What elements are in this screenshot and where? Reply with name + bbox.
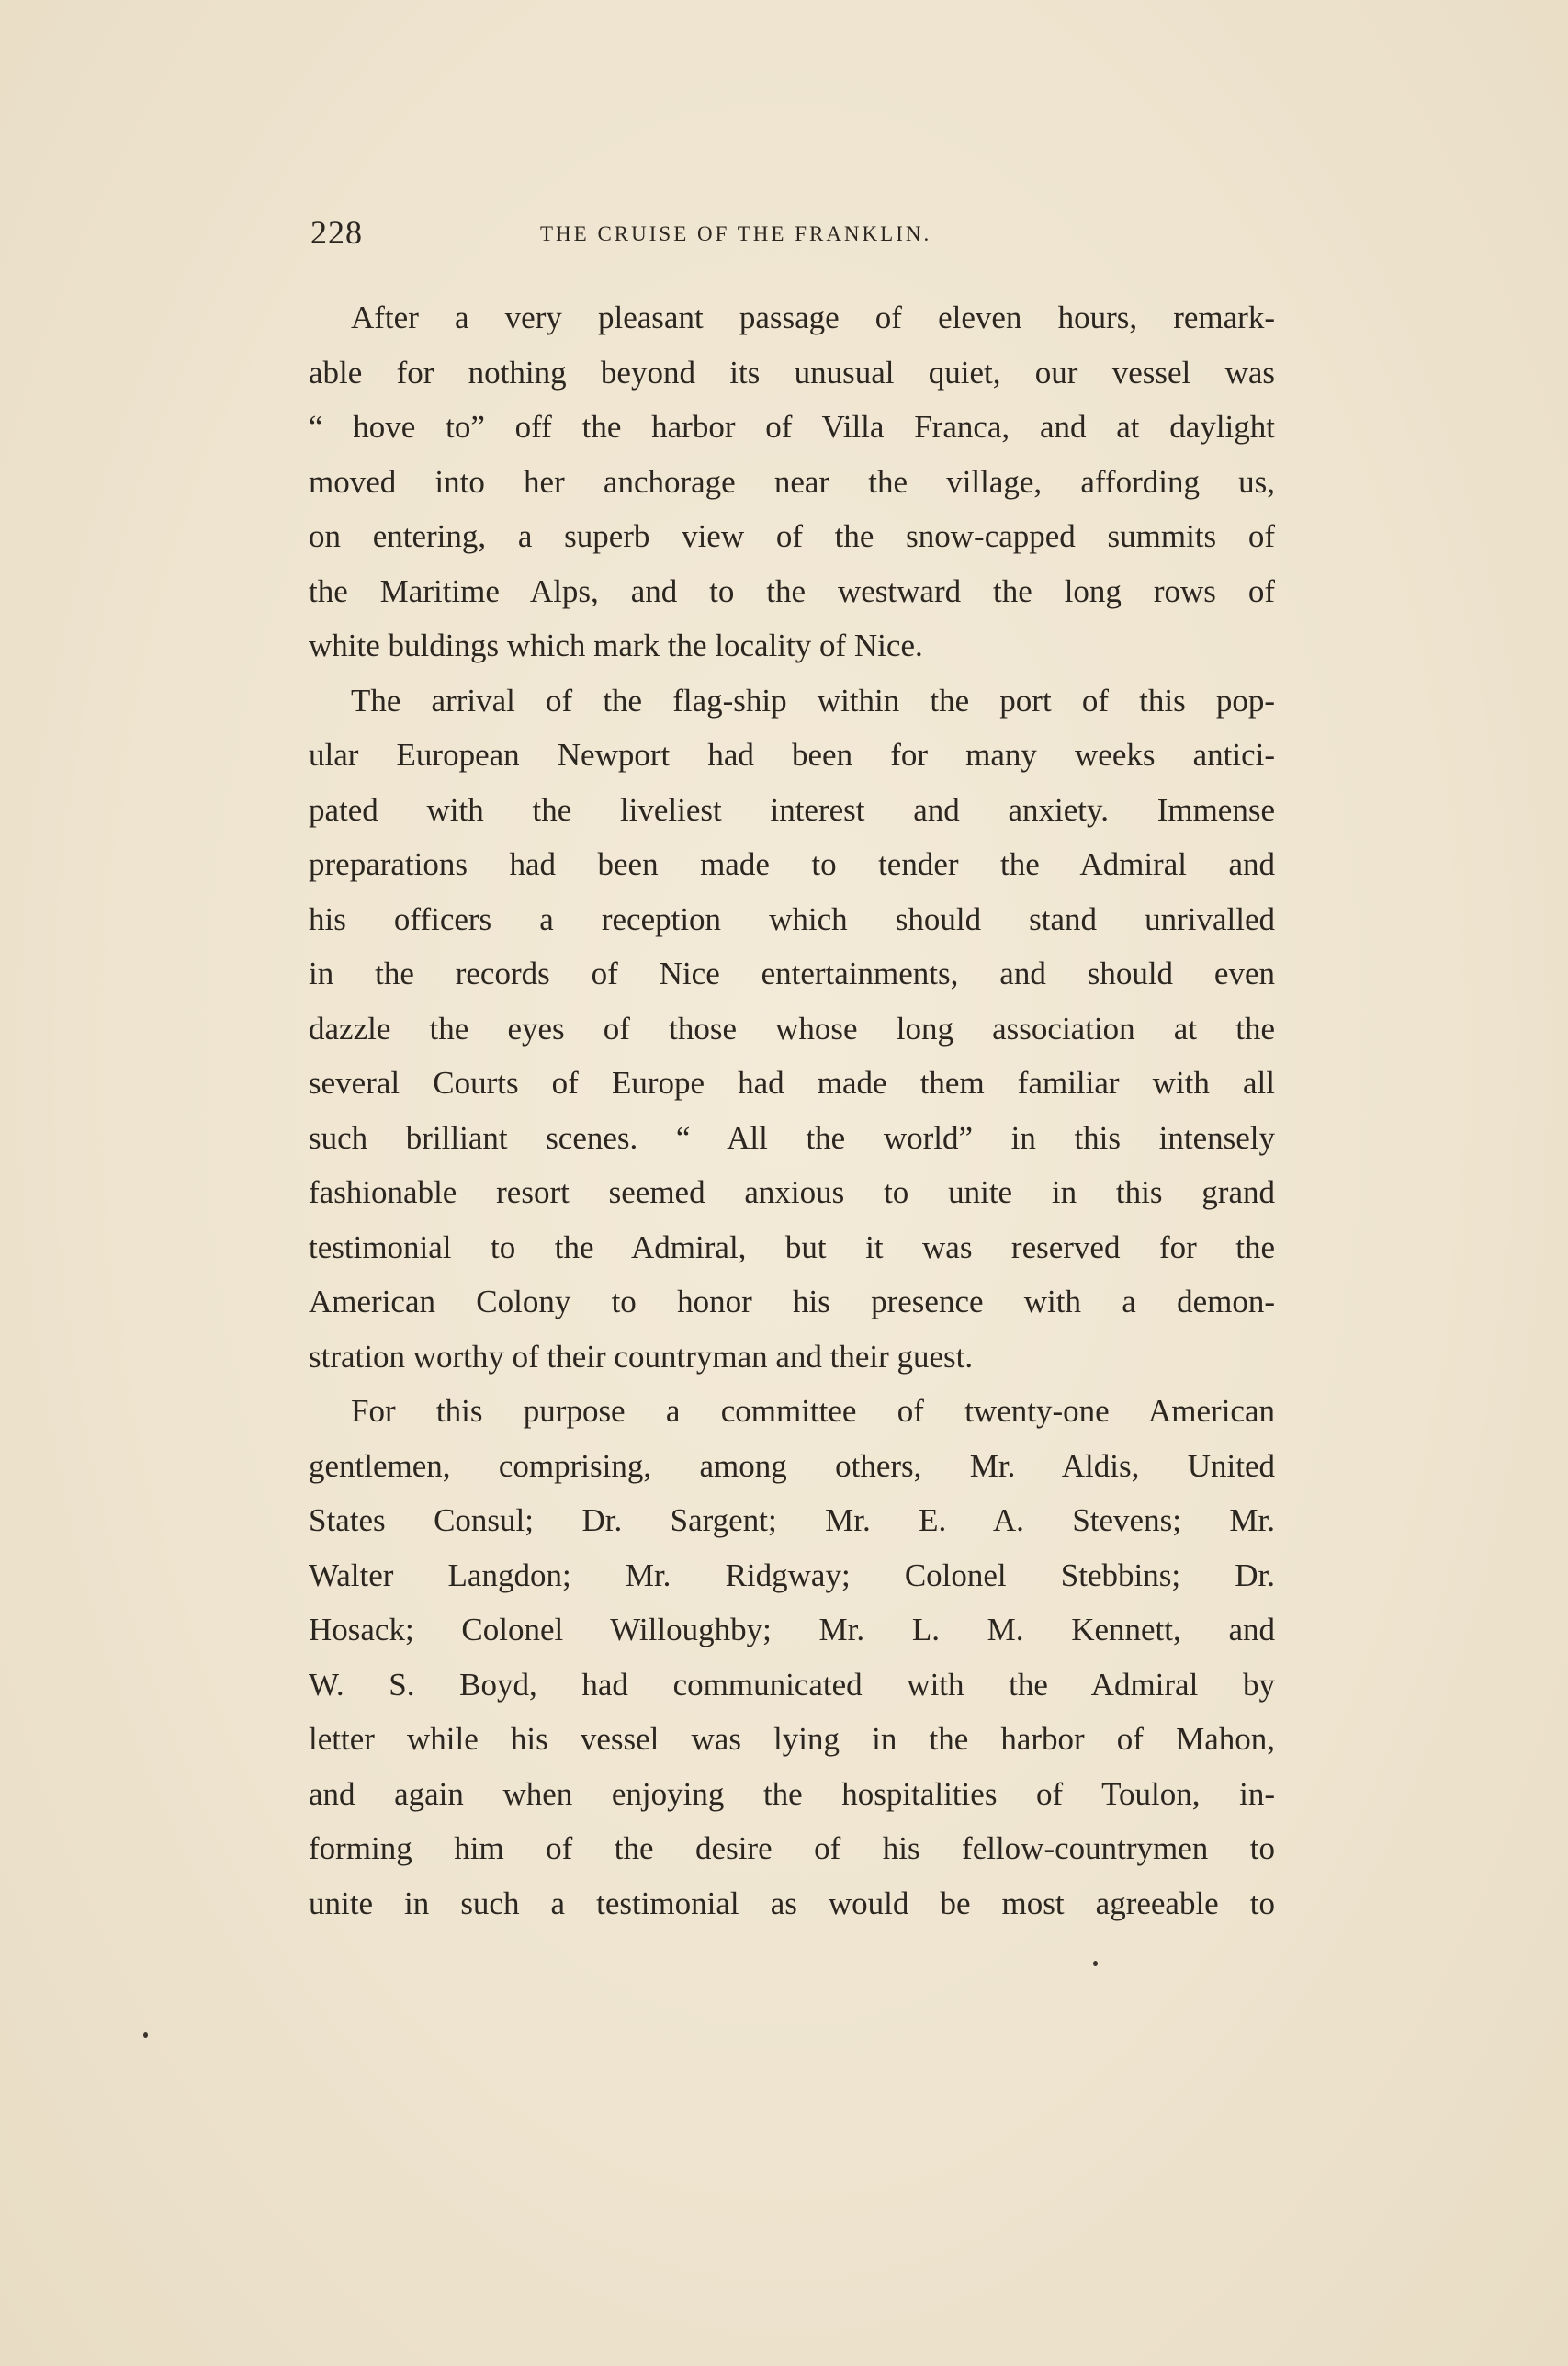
text-line: American Colony to honor his presence with a demon- <box>309 1284 1275 1319</box>
text-line: “ hove to” off the harbor of Villa Franca, and at daylight <box>309 409 1275 445</box>
text-line: pated with the liveliest interest and anxiety. Immense <box>309 791 1275 828</box>
text-line: testimonial to the Admiral, but it was reserved for the <box>309 1228 1275 1265</box>
text-line: letter while his vessel was lying in the harbor of Mahon, <box>309 1721 1275 1757</box>
text-line: unite in such a testimonial as would be most agreeable to <box>309 1885 1275 1921</box>
text-line: such brilliant scenes. “ All the world” in this intensely <box>309 1119 1275 1156</box>
text-line: forming him of the desire of his fellow-countrymen to <box>309 1830 1275 1866</box>
paper-speck <box>1093 1961 1098 1966</box>
text-line: ular European Newport had been for many weeks antici- <box>309 737 1275 773</box>
text-line: and again when enjoying the hospitalities of Toulon, in- <box>309 1775 1275 1812</box>
page-number: 228 <box>310 214 363 251</box>
text-line: gentlemen, comprising, among others, Mr. Aldis, United <box>309 1447 1275 1484</box>
body-text <box>309 290 1275 1930</box>
text-line: the Maritime Alps, and to the westward the long rows of <box>309 572 1275 609</box>
text-line: in the records of Nice entertainments, and should even <box>309 956 1275 991</box>
page-header <box>310 213 1275 259</box>
running-title: THE CRUISE OF THE FRANKLIN. <box>540 222 932 245</box>
text-line: fashionable resort seemed anxious to unite in this grand <box>309 1174 1275 1210</box>
text-line: After a very pleasant passage of eleven hours, remark- <box>351 300 1275 335</box>
text-line: moved into her anchorage near the village, affording us, <box>309 463 1275 500</box>
text-line: on entering, a superb view of the snow-capped summits of <box>309 518 1275 554</box>
text-line: several Courts of Europe had made them familiar with all <box>309 1065 1275 1101</box>
text-line: white buldings which mark the locality of Nice. <box>309 628 923 663</box>
text-line: able for nothing beyond its unusual quiet, our vessel was <box>309 354 1275 391</box>
text-line: The arrival of the flag-ship within the port of this pop- <box>351 682 1275 719</box>
text-line: Hosack; Colonel Willoughby; Mr. L. M. Kennett, and <box>309 1612 1275 1647</box>
text-line: States Consul; Dr. Sargent; Mr. E. A. Stevens; Mr. <box>309 1502 1275 1538</box>
text-line: For this purpose a committee of twenty-one American <box>351 1393 1275 1429</box>
text-line: his officers a reception which should stand unrivalled <box>309 900 1275 937</box>
paper-speck <box>143 2032 148 2038</box>
text-line: W. S. Boyd, had communicated with the Admiral by <box>309 1666 1275 1703</box>
text-line: preparations had been made to tender the Admiral and <box>309 846 1275 882</box>
text-line: dazzle the eyes of those whose long association at the <box>309 1010 1275 1047</box>
text-line: Walter Langdon; Mr. Ridgway; Colonel Stebbins; Dr. <box>309 1557 1275 1593</box>
text-line: stration worthy of their countryman and their guest. <box>309 1338 974 1375</box>
